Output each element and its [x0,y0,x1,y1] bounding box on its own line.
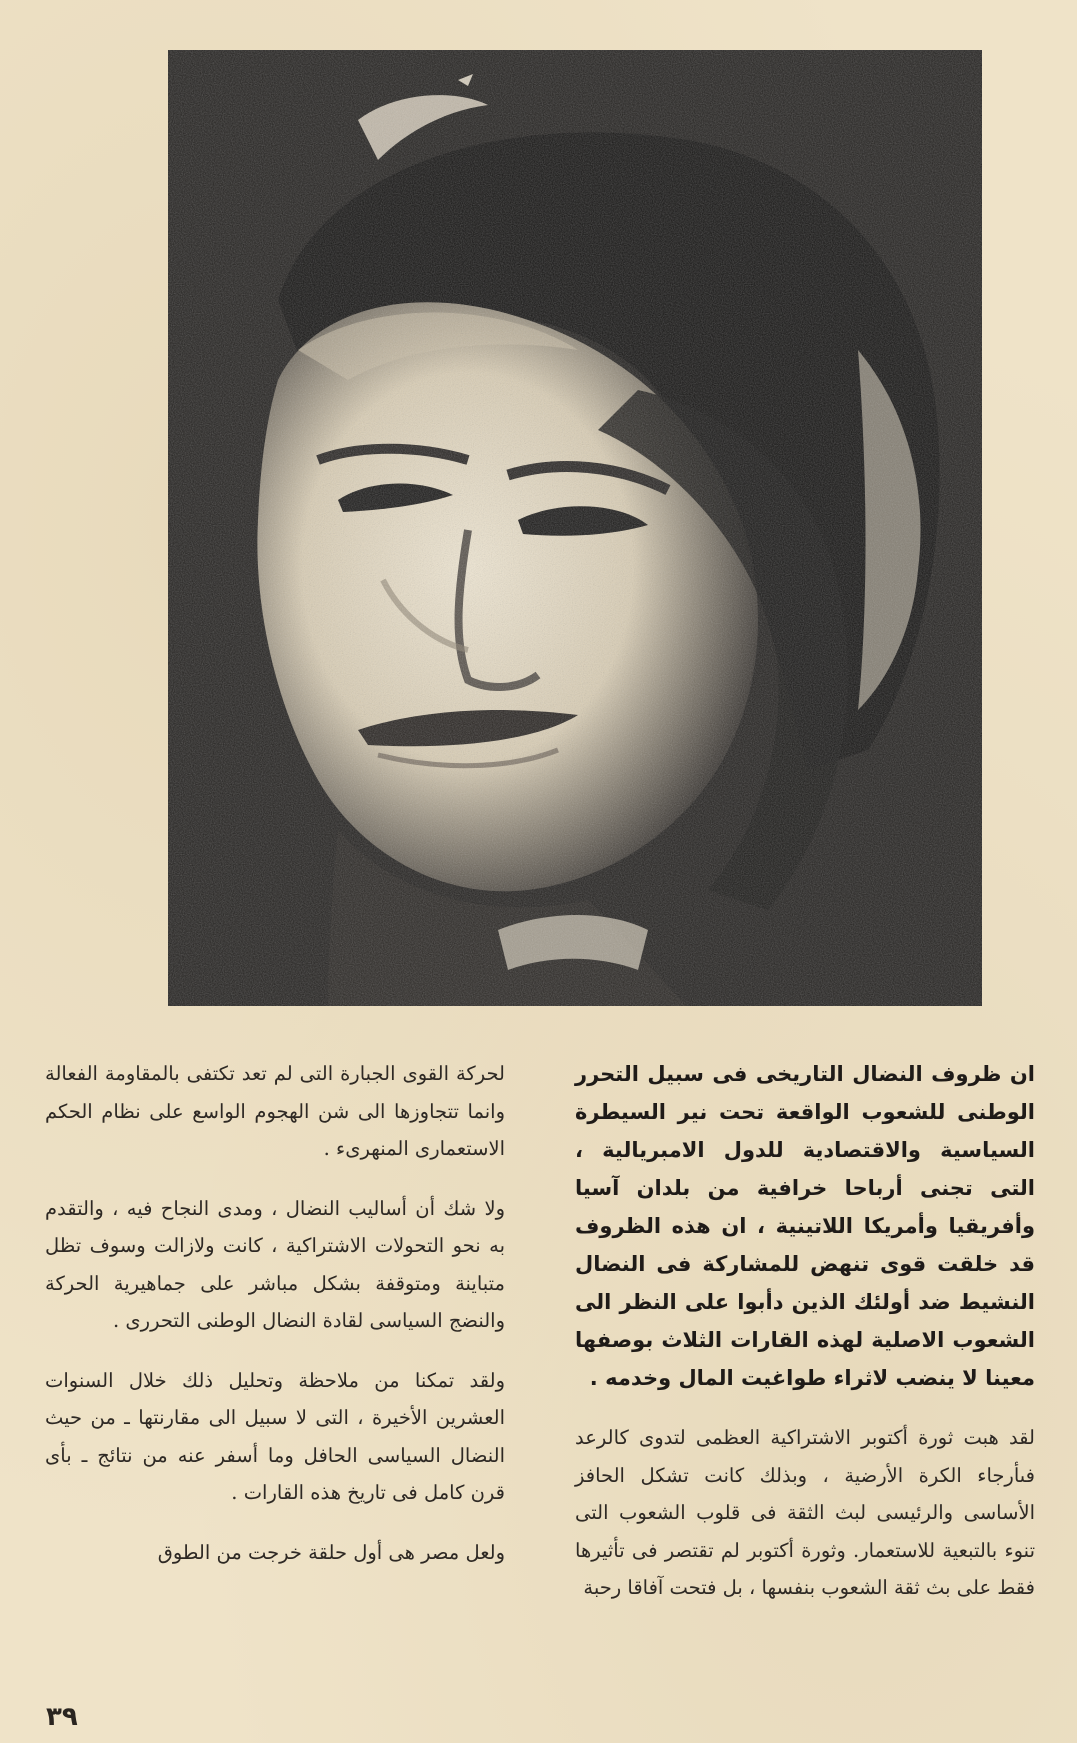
page-number: ٣٩ [46,1702,78,1732]
paragraph-gap [575,1397,1035,1419]
left-text-column [45,1055,505,1571]
body-paragraph: ولعل مصر هى أول حلقة خرجت من الطوق [157,1540,505,1564]
portrait-photo [168,50,982,1006]
lead-paragraph: ان ظروف النضال التاريخى فى سبيل التحرر الوطنى للشعوب الواقعة تحت نير السيطرة السياسية والاقتصادية للدول الامبريالية ، التى تجنى أرباحا خرافية من بلدان آسيا وأفريقيا وأمريكا اللاتينية ، ان هذه الظروف قد خلقت قوى تنهض للمشاركة فى النضال النشيط ضد أولئك الذين دأبوا على النظر الى الشعوب الاصلية لهذه القارات الثلاث بوصفها معينا لا ينضب لاثراء طواغيت المال وخدمه . [575,1062,1035,1390]
right-text-column [575,1055,1035,1607]
body-paragraph: لحركة القوى الجبارة التى لم تعد تكتفى بالمقاومة الفعالة وانما تتجاوزها الى شن الهجوم الواسع على نظام الحكم الاستعمارى المنهرىء . [45,1062,505,1160]
body-paragraph: ولا شك أن أساليب النضال ، ومدى النجاح فيه ، والتقدم به نحو التحولات الاشتراكية ، كانت ولازالت وسوف تظل متباينة ومتوقفة بشكل مباشر على جماهيرية الحركة والنضج السياسى لقادة النضال الوطنى التحررى . [45,1196,505,1332]
paragraph-gap [45,1512,505,1534]
body-paragraph: لقد هبت ثورة أكتوبر الاشتراكية العظمى لتدوى كالرعد فىأرجاء الكرة الأرضية ، وبذلك كانت تشكل الحافز الأساسى والرئيسى لبث الثقة فى قلوب الشعوب التى تنوء بالتبعية للاستعمار. وثورة أكتوبر لم تقتصر فى تأثيرها فقط على بث ثقة الشعوب بنفسها ، بل فتحت آفاقا رحبة [575,1426,1035,1599]
portrait-image [168,50,982,1006]
paragraph-gap [45,1168,505,1190]
paragraph-gap [45,1340,505,1362]
body-paragraph: ولقد تمكنا من ملاحظة وتحليل ذلك خلال السنوات العشرين الأخيرة ، التى لا سبيل الى مقارنتها ـ من حيث النضال السياسى الحافل وما أسفر عنه من نتائج ـ بأى قرن كامل فى تاريخ هذه القارات . [45,1368,505,1504]
